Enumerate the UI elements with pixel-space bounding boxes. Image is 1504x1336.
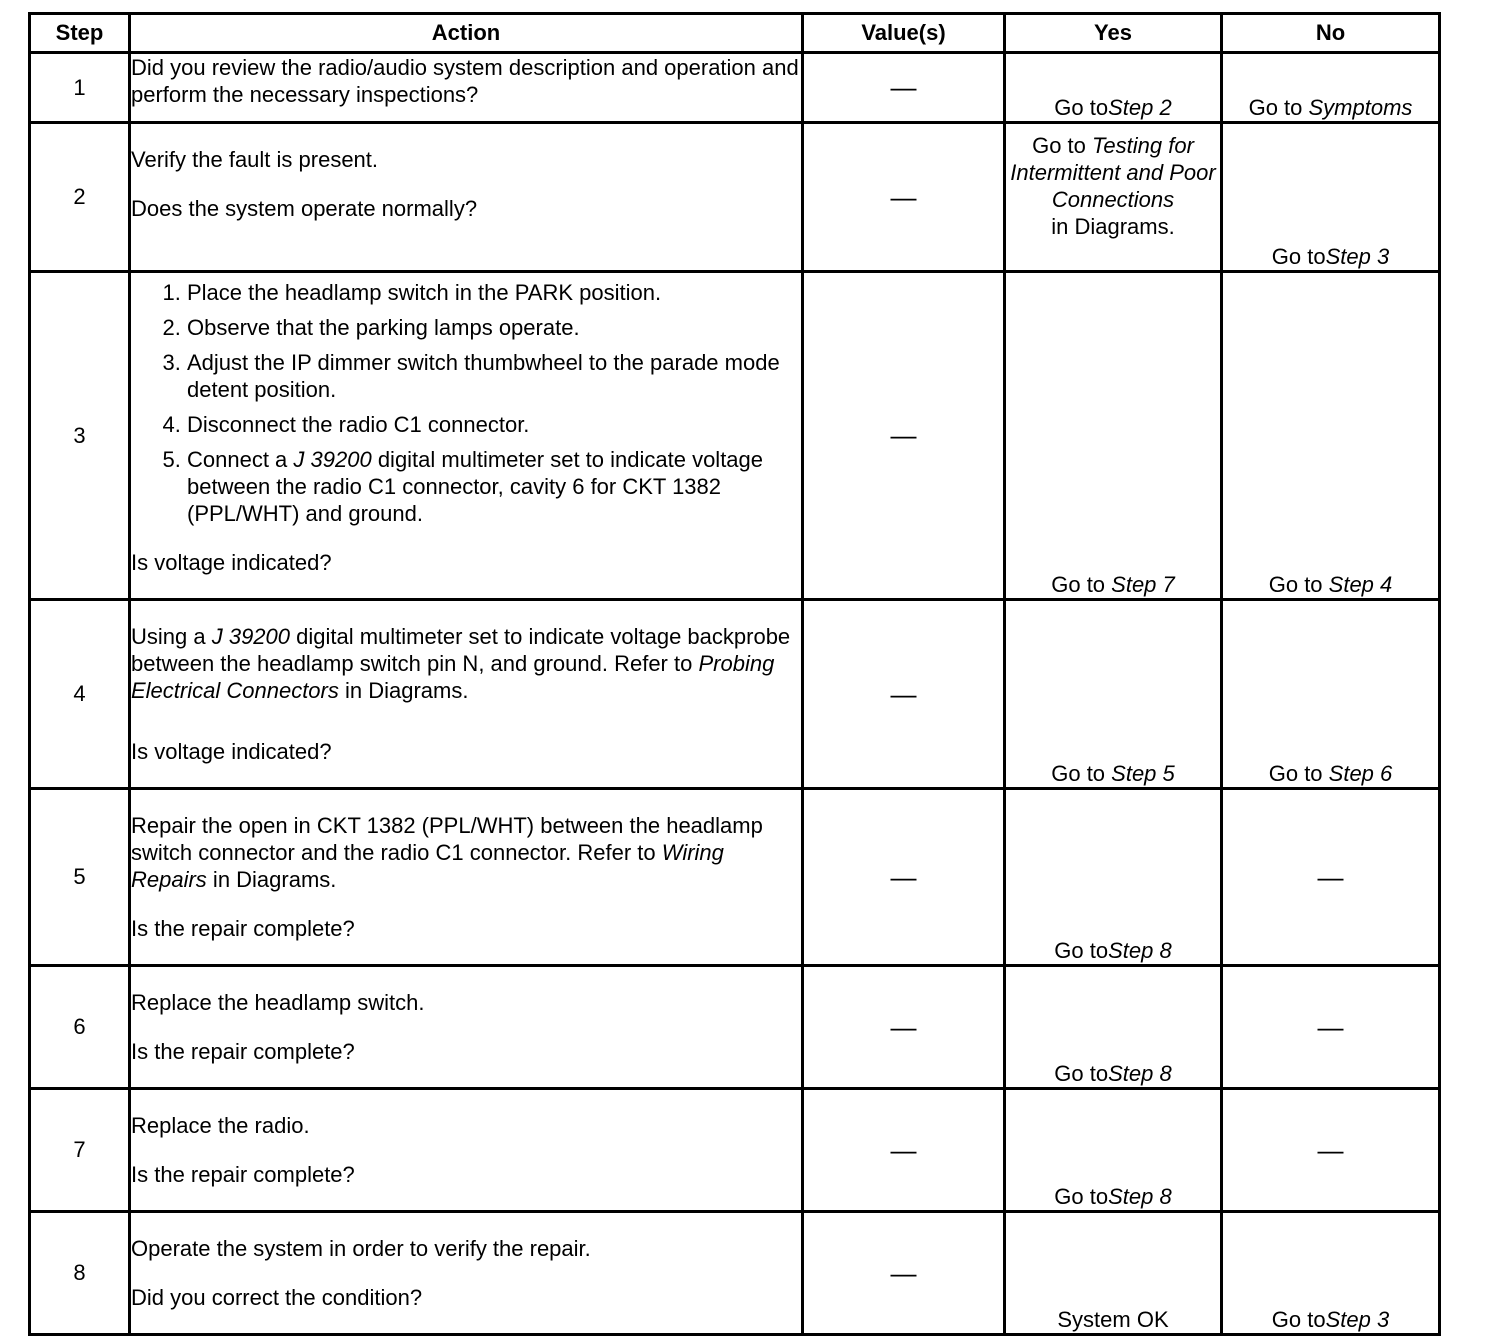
- yes-link[interactable]: Step 8: [1108, 938, 1172, 963]
- text-part: digital multimeter set to indicate voltage backprobe between the headlamp switch pin N, and ground. Refer to: [131, 624, 791, 676]
- header-row: [30, 14, 1440, 53]
- action-cell: [130, 789, 803, 966]
- action-text: Operate the system in order to verify the repair.: [131, 1236, 591, 1261]
- value-cell: —: [803, 1089, 1005, 1212]
- no-text: Go to: [1271, 244, 1326, 269]
- action-text: Replace the headlamp switch.: [131, 990, 425, 1015]
- step-number: 2: [30, 123, 130, 272]
- no-link[interactable]: Step 3: [1325, 1307, 1390, 1332]
- yes-text: Go to: [1051, 761, 1112, 786]
- text-part: in Diagrams.: [338, 678, 469, 703]
- item-text: digital multimeter set to indicate voltage between the radio C1 connector, cavity 6 for CKT 1382 (PPL/WHT) and ground.: [187, 447, 764, 526]
- yes-text: Go to: [1054, 95, 1109, 120]
- tool-link: J 39200: [293, 447, 372, 472]
- yes-cell: System OK: [1005, 1212, 1222, 1335]
- value-cell: —: [803, 53, 1005, 123]
- action-question: Is voltage indicated?: [131, 739, 332, 764]
- no-text: Go to: [1268, 572, 1329, 597]
- step-number: 4: [30, 600, 130, 789]
- procedure-list: [131, 279, 801, 527]
- yes-text: Go to: [1054, 1061, 1109, 1086]
- yes-link[interactable]: Step 7: [1111, 572, 1175, 597]
- action-question: Is the repair complete?: [131, 1162, 355, 1187]
- tool-link: J 39200: [211, 624, 291, 649]
- no-link[interactable]: Step 3: [1325, 244, 1390, 269]
- yes-cell: [1005, 53, 1222, 123]
- step-number: 8: [30, 1212, 130, 1335]
- header-action: Action: [130, 14, 803, 53]
- no-link[interactable]: Symptoms: [1308, 95, 1413, 120]
- action-text: [131, 623, 801, 704]
- step-number: 5: [30, 789, 130, 966]
- yes-link[interactable]: Step 8: [1108, 1184, 1172, 1209]
- list-item: 4. Disconnect the radio C1 connector.: [187, 411, 801, 438]
- action-cell: [130, 272, 803, 600]
- header-no: No: [1222, 14, 1440, 53]
- action-text: Did you review the radio/audio system description and operation and perform the necessary inspections?: [131, 55, 799, 107]
- no-text: Go to: [1248, 95, 1309, 120]
- action-text: [131, 812, 801, 893]
- header-yes: Yes: [1005, 14, 1222, 53]
- text-part: Repair the open in CKT 1382 (PPL/WHT) between the headlamp switch connector and the radio C1 connector. Refer to: [131, 813, 763, 865]
- diagnostic-table: [28, 12, 1441, 1336]
- yes-link[interactable]: Step 2: [1108, 95, 1172, 120]
- value-cell: —: [803, 789, 1005, 966]
- yes-link[interactable]: Step 8: [1108, 1061, 1172, 1086]
- table-row: [30, 966, 1440, 1089]
- value-cell: —: [803, 123, 1005, 272]
- table-row: [30, 272, 1440, 600]
- no-cell: —: [1222, 966, 1440, 1089]
- step-number: 1: [30, 53, 130, 123]
- header-step: Step: [30, 14, 130, 53]
- yes-cell: [1005, 966, 1222, 1089]
- action-question: Does the system operate normally?: [131, 196, 478, 221]
- no-link[interactable]: Step 6: [1328, 761, 1393, 786]
- yes-text: Go to: [1054, 938, 1109, 963]
- value-cell: —: [803, 966, 1005, 1089]
- no-cell: —: [1222, 789, 1440, 966]
- step-number: 3: [30, 272, 130, 600]
- action-text: Replace the radio.: [131, 1113, 310, 1138]
- action-cell: [130, 600, 803, 789]
- no-cell: [1222, 53, 1440, 123]
- no-cell: [1222, 272, 1440, 600]
- table-row: [30, 600, 1440, 789]
- list-item: 1. Place the headlamp switch in the PARK position.: [187, 279, 801, 306]
- no-text: Go to: [1268, 761, 1329, 786]
- list-item: 2. Observe that the parking lamps operate.: [187, 314, 801, 341]
- action-cell: [130, 966, 803, 1089]
- step-number: 6: [30, 966, 130, 1089]
- value-cell: —: [803, 1212, 1005, 1335]
- yes-suffix: in Diagrams.: [1051, 214, 1175, 239]
- action-question: Is the repair complete?: [131, 916, 355, 941]
- no-cell: —: [1222, 1089, 1440, 1212]
- table-row: [30, 1089, 1440, 1212]
- action-question: Is voltage indicated?: [131, 550, 332, 575]
- action-cell: [130, 1212, 803, 1335]
- text-part: in Diagrams.: [206, 867, 337, 892]
- step-number: 7: [30, 1089, 130, 1212]
- list-item: [187, 446, 801, 527]
- yes-cell: [1005, 123, 1222, 272]
- header-values: Value(s): [803, 14, 1005, 53]
- no-cell: [1222, 600, 1440, 789]
- no-link[interactable]: Step 4: [1328, 572, 1393, 597]
- yes-text: Go to: [1054, 1184, 1109, 1209]
- table-row: [30, 53, 1440, 123]
- text-part: Using a: [131, 624, 212, 649]
- action-question: Is the repair complete?: [131, 1039, 355, 1064]
- list-item: 3. Adjust the IP dimmer switch thumbwheel to the parade mode detent position.: [187, 349, 801, 403]
- no-cell: [1222, 123, 1440, 272]
- action-cell: [130, 53, 803, 123]
- yes-cell: [1005, 789, 1222, 966]
- ref-link[interactable]: Wiring Repairs: [131, 840, 724, 892]
- action-question: Did you correct the condition?: [131, 1285, 423, 1310]
- table-row: [30, 123, 1440, 272]
- value-cell: —: [803, 600, 1005, 789]
- yes-link[interactable]: Step 5: [1111, 761, 1175, 786]
- yes-cell: [1005, 600, 1222, 789]
- ref-link[interactable]: Probing Electrical Connectors: [131, 651, 775, 703]
- no-text: Go to: [1271, 1307, 1326, 1332]
- item-text: Connect a: [187, 447, 294, 472]
- table-row: [30, 1212, 1440, 1335]
- table-row: [30, 789, 1440, 966]
- yes-text: Go to: [1032, 133, 1092, 158]
- action-cell: [130, 123, 803, 272]
- yes-cell: [1005, 1089, 1222, 1212]
- action-text: Verify the fault is present.: [131, 147, 379, 172]
- yes-text: Go to: [1051, 572, 1112, 597]
- value-cell: —: [803, 272, 1005, 600]
- yes-link[interactable]: Testing for Intermittent and Poor Connections: [1010, 133, 1216, 212]
- no-cell: [1222, 1212, 1440, 1335]
- yes-cell: [1005, 272, 1222, 600]
- action-cell: [130, 1089, 803, 1212]
